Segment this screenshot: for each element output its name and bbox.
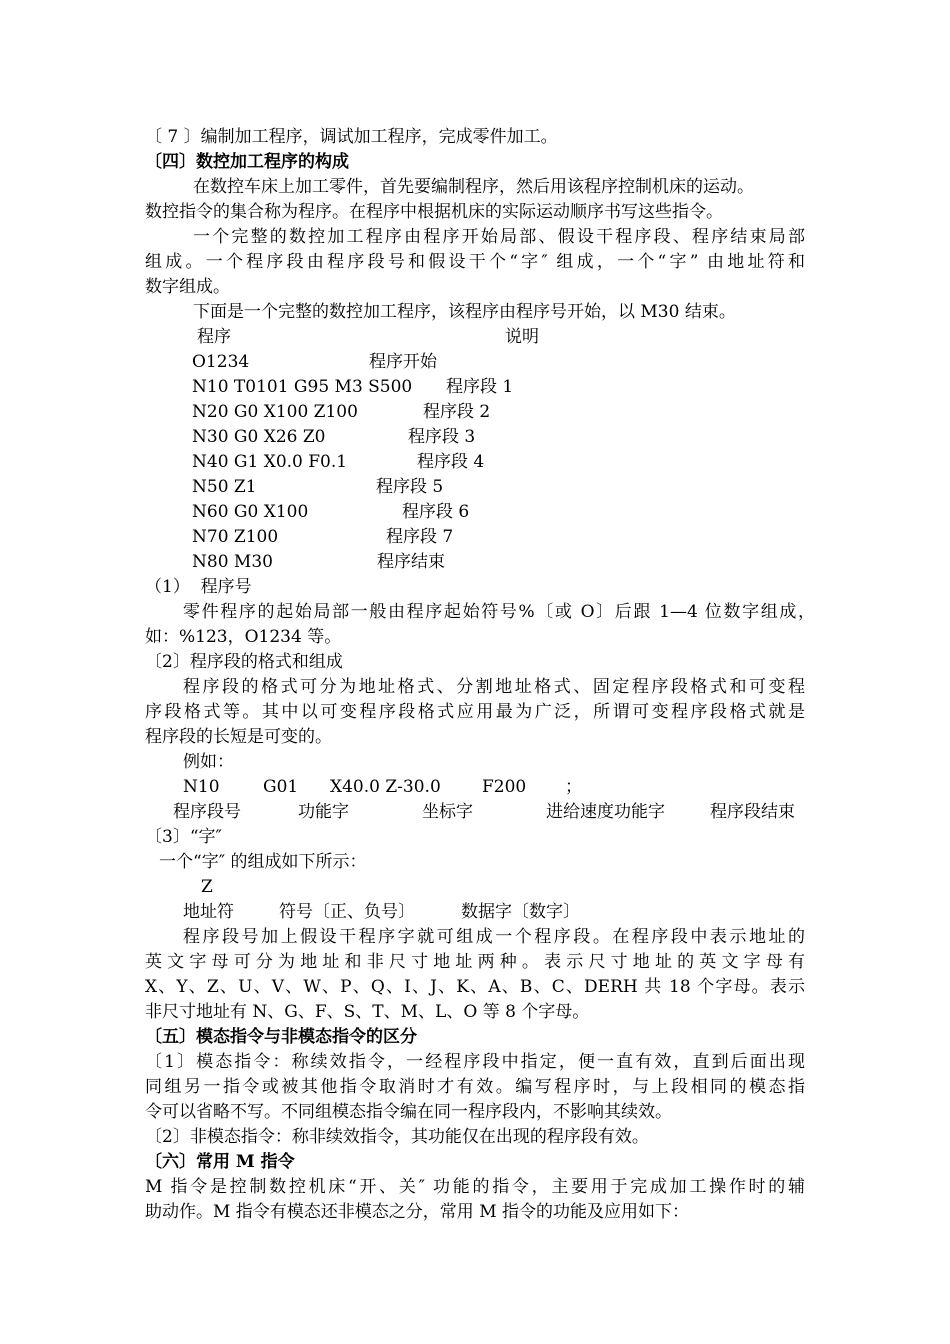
subsection-heading-3: 〔3〕“字″ (145, 827, 222, 847)
paragraph-line: 程序段的长短是可变的。 (145, 727, 332, 747)
program-code: N80 M30 (192, 552, 273, 572)
program-note: 程序段 3 (408, 427, 476, 447)
section-heading-5: 〔五〕模态指令与非模态指令的区分 (145, 1027, 417, 1047)
program-code: N10 T0101 G95 M3 S500 (192, 377, 413, 397)
example-label: 进给速度功能字 (546, 802, 665, 822)
paragraph-line: 数控指令的集合称为程序。在程序中根据机床的实际运动顺序书写这些指令。 (145, 202, 723, 222)
example-word: G01 (263, 777, 299, 797)
program-note: 程序段 7 (386, 527, 454, 547)
paragraph-line: 组成。一个程序段由程序段号和假设干个“字″ 组成，一个“字” 由地址符和 (145, 252, 805, 272)
paragraph-line: 数字组成。 (145, 277, 230, 297)
program-table-header-program: 程序 (197, 327, 231, 347)
paragraph-line: 程序段号加上假设干程序字就可组成一个程序段。在程序段中表示地址的 (183, 927, 805, 947)
example-label: 坐标字 (422, 802, 473, 822)
paragraph-line: 程序段的格式可分为地址格式、分割地址格式、固定程序段格式和可变程 (183, 677, 805, 697)
program-note: 程序段 5 (376, 477, 444, 497)
word-part-label: 地址符 (183, 902, 234, 922)
program-code: N70 Z100 (192, 527, 279, 547)
example-word: F200 (482, 777, 527, 797)
section-heading-4: 〔四〕数控加工程序的构成 (145, 152, 349, 172)
paragraph-line: 令可以省略不写。不同组模态指令编在同一程序段内，不影响其续效。 (145, 1102, 672, 1122)
paragraph-line: 〔1〕模态指令：称续效指令，一经程序段中指定，便一直有效，直到后面出现 (145, 1052, 805, 1072)
program-note: 程序段 4 (417, 452, 485, 472)
word-example-letter: Z (201, 877, 213, 897)
paragraph-line: M 指令是控制数控机床“开、关″ 功能的指令，主要用于完成加工操作时的辅 (145, 1177, 805, 1197)
paragraph-line: 非尺寸地址有 N、G、F、S、T、M、L、O 等 8 个字母。 (145, 1002, 590, 1022)
program-code: N20 G0 X100 Z100 (192, 402, 358, 422)
paragraph-line: 在数控车床上加工零件，首先要编制程序，然后用该程序控制机床的运动。 (193, 177, 754, 197)
paragraph-line: X、Y、Z、U、V、W、P、Q、I、J、K、A、B、C、DERH 共 18 个字母。表示 (145, 977, 805, 997)
section-heading-6: 〔六〕常用 M 指令 (145, 1152, 295, 1172)
paragraph-line: 同组另一指令或被其他指令取消时才有效。编写程序时，与上段相同的模态指 (145, 1077, 805, 1097)
word-part-label: 符号〔正、负号〕 (279, 902, 415, 922)
program-code: N60 G0 X100 (192, 502, 309, 522)
paragraph-line: 英文字母可分为地址和非尺寸地址两种。表示尺寸地址的英文字母有 (145, 952, 805, 972)
program-table-header-note: 说明 (505, 327, 539, 347)
example-word: X40.0 Z-30.0 (330, 777, 441, 797)
paragraph-line: 助动作。M 指令有模态还非模态之分，常用 M 指令的功能及应用如下： (145, 1202, 690, 1222)
program-note: 程序段 1 (446, 377, 514, 397)
example-label: 程序段号 (173, 802, 241, 822)
paragraph-line: 一个“字″ 的组成如下所示： (159, 852, 367, 872)
program-note: 程序段 6 (402, 502, 470, 522)
program-code: N40 G1 X0.0 F0.1 (192, 452, 348, 472)
program-note: 程序结束 (377, 552, 445, 572)
paragraph-line: 序段格式等。其中以可变程序段格式应用最为广泛，所谓可变程序段格式就是 (145, 702, 805, 722)
program-code: N30 G0 X26 Z0 (192, 427, 326, 447)
paragraph-line: 下面是一个完整的数控加工程序，该程序由程序号开始，以 M30 结束。 (193, 302, 736, 322)
example-label: 程序段结束 (710, 802, 795, 822)
program-code: O1234 (192, 352, 250, 372)
example-label: 功能字 (298, 802, 349, 822)
example-label: 例如： (183, 752, 234, 772)
example-word: ； (565, 777, 582, 797)
subsection-heading-2: 〔2〕程序段的格式和组成 (145, 652, 343, 672)
paragraph-line: 〔2〕非模态指令：称非续效指令，其功能仅在出现的程序段有效。 (145, 1127, 649, 1147)
program-note: 程序开始 (369, 352, 437, 372)
program-code: N50 Z1 (192, 477, 257, 497)
step-7-line: 〔 7 〕编制加工程序，调试加工程序，完成零件加工。 (145, 127, 558, 147)
paragraph-line: 如：%123，O1234 等。 (145, 627, 342, 647)
paragraph-line: 一个完整的数控加工程序由程序开始局部、假设干程序段、程序结束局部 (193, 227, 805, 247)
word-part-label: 数据字〔数字〕 (461, 902, 580, 922)
program-note: 程序段 2 (423, 402, 491, 422)
example-word: N10 (183, 777, 220, 797)
paragraph-line: 零件程序的起始局部一般由程序起始符号%〔或 O〕后跟 1—4 位数字组成， (183, 602, 815, 622)
subsection-heading-1: （1） 程序号 (145, 577, 252, 597)
